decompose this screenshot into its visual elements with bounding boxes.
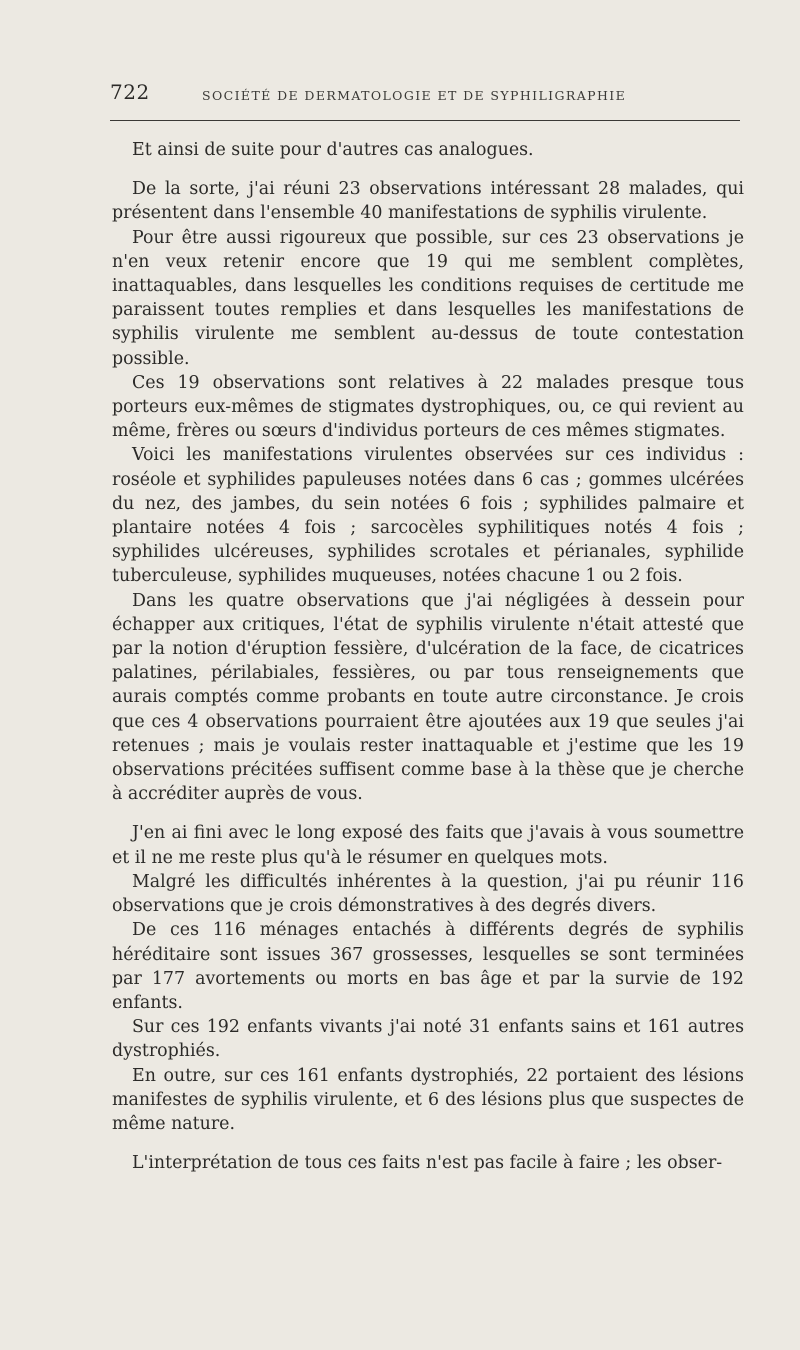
paragraph: De la sorte, j'ai réuni 23 observations intéressant 28 malades, qui présentent dans l'ensemble 40 manifestations de syphilis virulente. [112, 179, 744, 224]
body-text [112, 138, 744, 1175]
paragraph: L'interprétation de tous ces faits n'est pas facile à faire ; les obser- [132, 1153, 723, 1174]
paragraph: Malgré les difficultés inhérentes à la question, j'ai pu réunir 116 observations que je crois démonstratives à des degrés divers. [112, 871, 744, 917]
paragraph: Et ainsi de suite pour d'autres cas analogues. [132, 140, 534, 160]
paragraph: Dans les quatre observations que j'ai négligées à dessein pour échapper aux critiques, l'état de syphilis virulente n'était attesté que par la notion d'éruption fessière, d'ulcération de la face, de cicatrices palatines, périlabiales, fessières, ou par tous renseignements que aurais comptés comme probants en toute autre circonstance. Je crois que ces 4 observations pourraient être ajoutées aux 19 que seules j'ai retenues ; mais je voulais rester inattaquable et j'estime que les 19 observations précitées suffisent comme base à la thèse que je cherche à accréditer auprès de vous. [112, 590, 744, 805]
paragraph: J'en ai fini avec le long exposé des faits que j'avais à vous soumettre et il ne me reste plus qu'à le résumer en quelques mots. [112, 823, 744, 868]
paragraph: De ces 116 ménages entachés à différents degrés de syphilis héréditaire sont issues 367 grossesses, lesquelles se sont terminées par 177 avortements ou morts en bas âge et par la survie de 192 enfants. [112, 920, 744, 1013]
page-header [110, 80, 750, 110]
paragraph: Pour être aussi rigoureux que possible, sur ces 23 observations je n'en veux retenir encore que 19 qui me semblent complètes, inattaquables, dans lesquelles les conditions requises de certitude me paraissent toutes remplies et dans lesquelles les manifestations de syphilis virulente me semblent au-dessus de toute contestation possible. [112, 227, 744, 369]
paragraph: Sur ces 192 enfants vivants j'ai noté 31 enfants sains et 161 autres dystrophiés. [112, 1017, 744, 1062]
page-number: 722 [110, 80, 150, 104]
paragraph: Voici les manifestations virulentes observées sur ces individus : roséole et syphilides papuleuses notées dans 6 cas ; gommes ulcérées du nez, des jambes, du sein notées 6 fois ; syphilides palmaire et plantaire notées 4 fois ; sarcocèles syphilitiques notés 4 fois ; syphilides ulcéreuses, syphilides scrotales et périanales, syphilide tuberculeuse, syphilides muqueuses, notées chacune 1 ou 2 fois. [112, 445, 744, 587]
header-rule [110, 120, 740, 121]
running-title: SOCIÉTÉ DE DERMATOLOGIE ET DE SYPHILIGRAPHIE [202, 88, 627, 103]
paragraph: Ces 19 observations sont relatives à 22 malades presque tous porteurs eux-mêmes de stigmates dystrophiques, ou, ce qui revient au même, frères ou sœurs d'individus porteurs de ces mêmes stigmates. [112, 372, 744, 442]
paragraph: En outre, sur ces 161 enfants dystrophiés, 22 portaient des lésions manifestes de syphilis virulente, et 6 des lésions plus que suspectes de même nature. [112, 1065, 744, 1134]
